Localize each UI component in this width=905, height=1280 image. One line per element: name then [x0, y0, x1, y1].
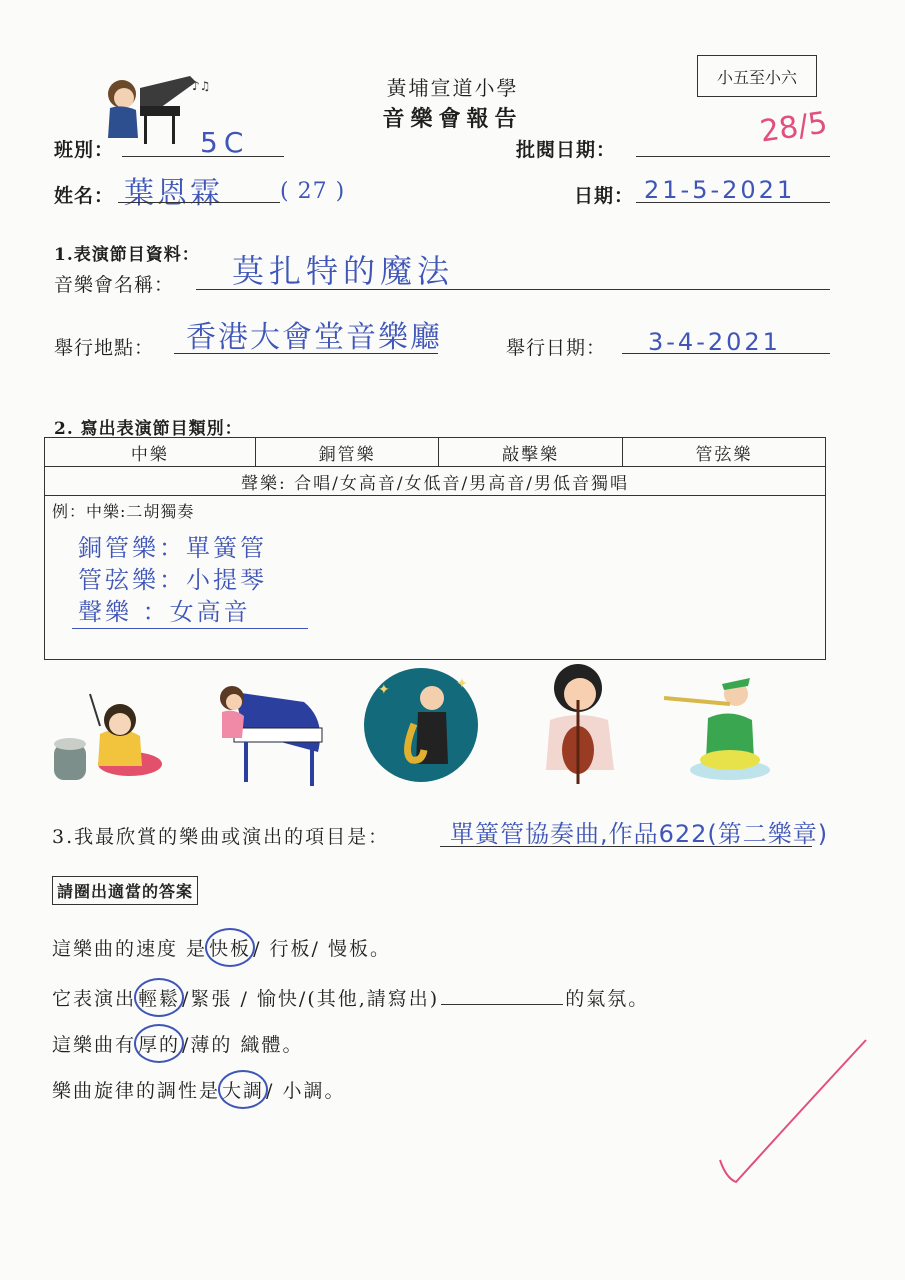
mark-date-value: 28/5 [757, 105, 830, 150]
school-name: 黃埔宣道小學 [386, 76, 519, 100]
mark-date-label: 批閱日期： [516, 139, 617, 161]
saxophone-illustration [362, 664, 480, 786]
section2-heading: 2. 寫出表演節目類別： [54, 419, 243, 439]
class-label: 班別： [54, 139, 115, 161]
example-text: 例：中樂:二胡獨奏 [52, 502, 195, 521]
concert-name-label: 音樂會名稱： [54, 274, 175, 296]
date-label: 日期： [574, 185, 635, 207]
category-table [44, 437, 826, 496]
class-value[interactable]: 5C [200, 126, 250, 159]
texture-answer-circle[interactable]: 厚的 [134, 1024, 184, 1063]
section1-heading: 1.表演節目資料： [54, 245, 200, 265]
cello-girl-illustration [528, 660, 628, 786]
tempo-answer-circle[interactable]: 快板 [205, 928, 255, 967]
mood-line: 它表演出 輕鬆 /緊張 / 愉快/(其他,請寫出) 的氣氛。 [52, 984, 649, 1011]
tempo-line: 這樂曲的速度 是 快板 / 行板/ 慢板。 [52, 934, 391, 961]
category-brass: 銅管樂 [255, 438, 439, 467]
svg-text:✦: ✦ [456, 676, 468, 692]
mood-answer-circle[interactable]: 輕鬆 [134, 978, 184, 1017]
venue-value[interactable]: 香港大會堂音樂廳 [186, 320, 442, 355]
svg-text:✦: ✦ [378, 682, 390, 698]
favorite-answer[interactable]: 單簧管協奏曲,作品622(第二樂章) [450, 820, 829, 848]
name-value[interactable]: 葉恩霖 [124, 176, 223, 211]
category-orchestral: 管弦樂 [622, 438, 825, 467]
answer-line-2: 管弦樂：小提琴 [78, 566, 267, 594]
category-answers[interactable] [78, 532, 267, 628]
answer-line-1: 銅管樂：單簧管 [78, 534, 267, 562]
report-title: 音樂會報告 [382, 106, 523, 132]
name-label: 姓名： [54, 185, 115, 207]
grade-range-box: 小五至小六 [697, 55, 817, 97]
concert-name-value[interactable]: 莫扎特的魔法 [232, 252, 455, 290]
category-chinese: 中樂 [45, 438, 256, 467]
perf-date-value[interactable]: 3-4-2021 [648, 328, 781, 356]
favorite-question: 3.我最欣賞的樂曲或演出的項目是： [52, 826, 390, 848]
student-number[interactable]: ( 27 ) [280, 179, 346, 204]
tonality-answer-circle[interactable]: 大調 [218, 1070, 268, 1109]
check-mark-icon [712, 1030, 872, 1190]
flute-boy-illustration [664, 664, 776, 784]
circle-instruction: 請圈出適當的答案 [52, 876, 198, 905]
answer-line-3: 聲樂 ：女高音 [78, 598, 251, 626]
category-percussion: 敲擊樂 [439, 438, 623, 467]
pianist-illustration [100, 68, 210, 148]
svg-text:♪♫: ♪♫ [192, 79, 210, 93]
category-vocal: 聲樂: 合唱/女高音/女低音/男高音/男低音獨唱 [45, 467, 826, 496]
perf-date-label: 舉行日期： [506, 337, 607, 359]
venue-label: 舉行地點： [54, 337, 155, 359]
date-value[interactable]: 21-5-2021 [644, 176, 796, 204]
texture-line: 這樂曲有 厚的 /薄的 織體。 [52, 1030, 303, 1057]
tonality-line: 樂曲旋律的調性是 大調 / 小調。 [52, 1076, 345, 1103]
drummer-illustration [50, 684, 165, 789]
piano-girl-illustration [214, 672, 330, 787]
